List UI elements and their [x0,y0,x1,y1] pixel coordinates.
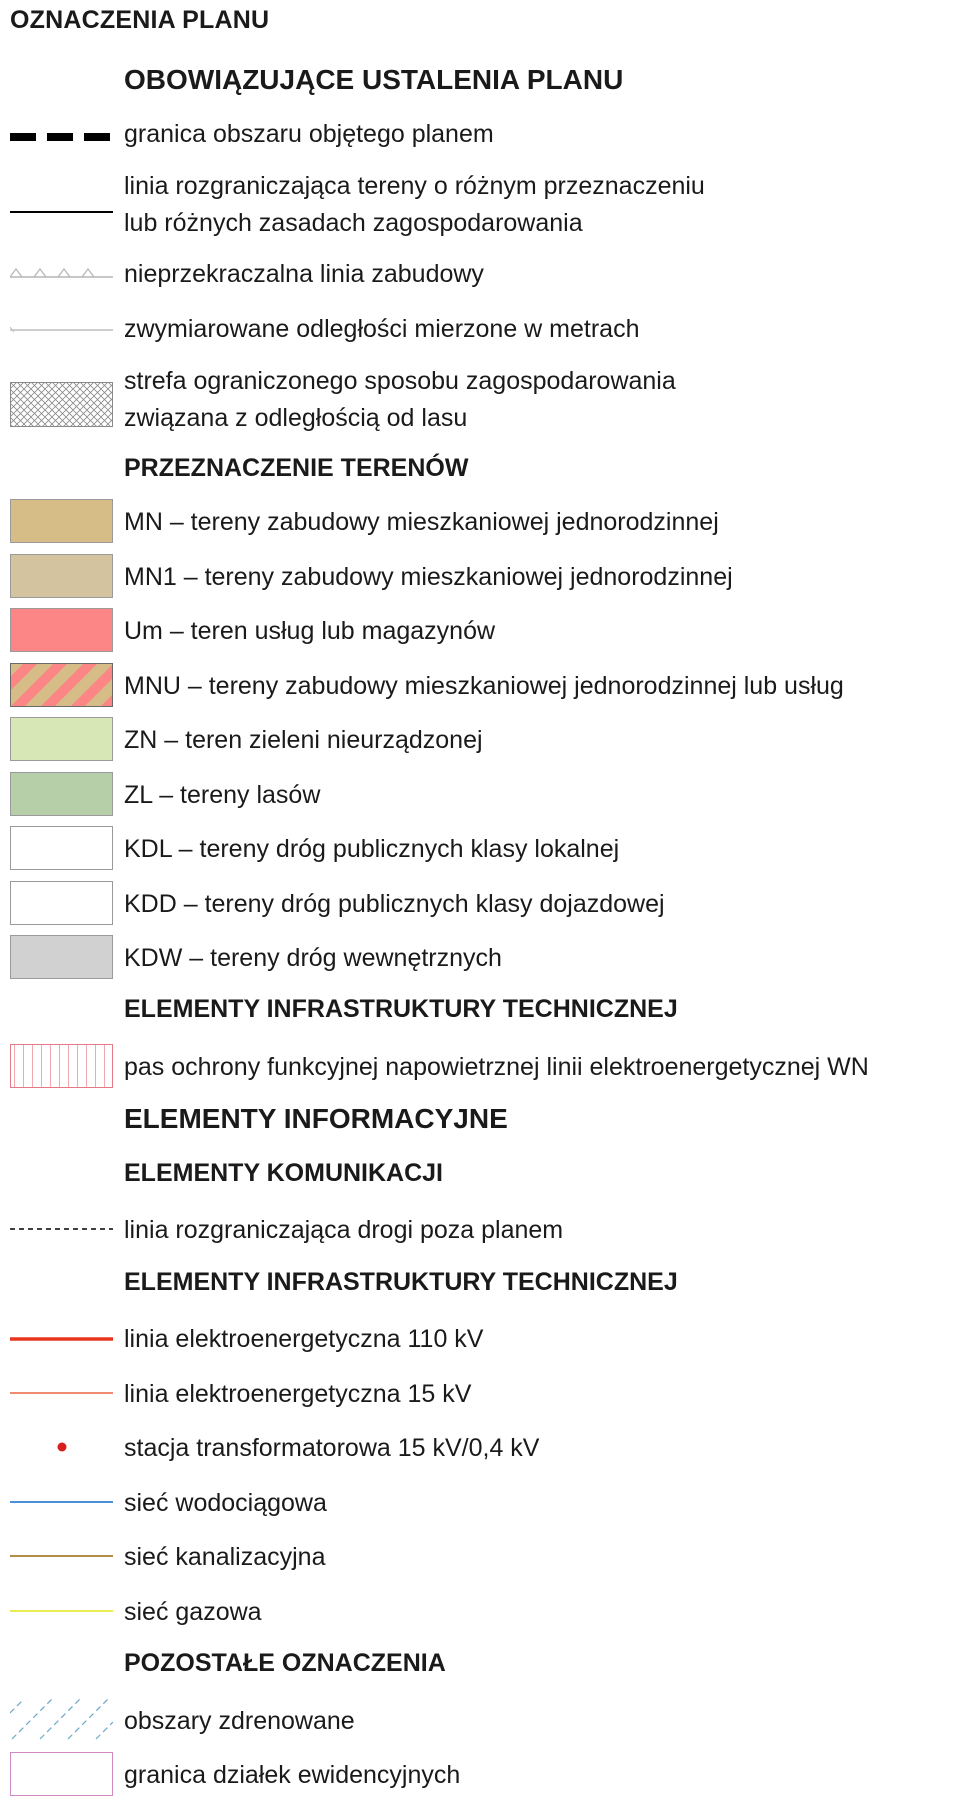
thick-dashed-line-icon [10,132,113,142]
section-infra-info-heading: ELEMENTY INFRASTRUKTURY TECHNICZNEJ [124,1268,678,1296]
line-110kv-icon [10,1336,113,1342]
gas-label: sieć gazowa [124,1598,262,1626]
water-line-icon [10,1500,113,1504]
page-title: OZNACZENIA PLANU [10,6,270,34]
mn-label: MN – tereny zabudowy mieszkaniowej jednorodzinnej [124,508,719,536]
sewer-line-icon [10,1554,113,1558]
mn1-label: MN1 – tereny zabudowy mieszkaniowej jednorodzinnej [124,563,733,591]
vertical-stripe-pattern-icon [10,1044,113,1088]
kdl-swatch [10,826,113,870]
section-infra-binding-heading: ELEMENTY INFRASTRUKTURY TECHNICZNEJ [124,995,678,1023]
um-swatch [10,608,113,652]
demarcation-line-label-1: linia rozgraniczająca tereny o różnym przeznaczeniu [124,172,705,200]
parcels-swatch [10,1752,113,1796]
solid-line-icon [10,210,113,214]
zn-label: ZN – teren zieleni nieurządzonej [124,726,483,754]
thin-dashed-line-icon [10,1227,113,1231]
section-binding-heading: OBOWIĄZUJĄCE USTALENIA PLANU [124,64,624,95]
section-other-heading: POZOSTAŁE OZNACZENIA [124,1649,446,1677]
demarcation-line-label-2: lub różnych zasadach zagospodarowania [124,209,583,237]
parcels-label: granica działek ewidencyjnych [124,1761,461,1789]
crosshatch-pattern-icon [10,382,113,427]
dimensions-label: zwymiarowane odległości mierzone w metrach [124,315,640,343]
line-15kv-icon [10,1391,113,1395]
power-strip-label: pas ochrony funkcyjnej napowietrznej linii elektroenergetycznej WN [124,1053,869,1081]
zl-swatch [10,772,113,816]
zl-label: ZL – tereny lasów [124,781,321,809]
section-land-use-heading: PRZEZNACZENIE TERENÓW [124,454,469,482]
line-15-label: linia elektroenergetyczna 15 kV [124,1380,472,1408]
section-communication-heading: ELEMENTY KOMUNIKACJI [124,1159,444,1187]
plan-boundary-label: granica obszaru objętego planem [124,120,494,148]
water-label: sieć wodociągowa [124,1489,327,1517]
section-informational-heading: ELEMENTY INFORMACYJNE [124,1103,508,1134]
um-label: Um – teren usług lub magazynów [124,617,496,645]
kdd-swatch [10,881,113,925]
kdw-label: KDW – tereny dróg wewnętrznych [124,944,502,972]
mn-swatch [10,499,113,543]
kdd-label: KDD – tereny dróg publicznych klasy dojazdowej [124,890,665,918]
building-line-label: nieprzekraczalna linia zabudowy [124,260,484,288]
dimension-line-icon [10,325,113,335]
kdw-swatch [10,935,113,979]
mn1-swatch [10,554,113,598]
drained-label: obszary zdrenowane [124,1707,355,1735]
striped-swatch-icon [10,663,113,707]
kdl-label: KDL – tereny dróg publicznych klasy lokalnej [124,835,620,863]
diagonal-dash-pattern-icon [10,1697,113,1741]
forest-zone-label-2: związana z odległością od lasu [124,404,468,432]
zn-swatch [10,717,113,761]
substation-dot-icon [10,1440,113,1454]
triangle-line-icon [10,264,113,280]
gas-line-icon [10,1609,113,1613]
sewer-label: sieć kanalizacyjna [124,1543,326,1571]
line-110-label: linia elektroenergetyczna 110 kV [124,1325,484,1353]
substation-label: stacja transformatorowa 15 kV/0,4 kV [124,1434,540,1462]
forest-zone-label-1: strefa ograniczonego sposobu zagospodarowania [124,367,676,395]
road-outside-label: linia rozgraniczająca drogi poza planem [124,1216,564,1244]
mnu-label: MNU – tereny zabudowy mieszkaniowej jednorodzinnej lub usług [124,672,844,700]
